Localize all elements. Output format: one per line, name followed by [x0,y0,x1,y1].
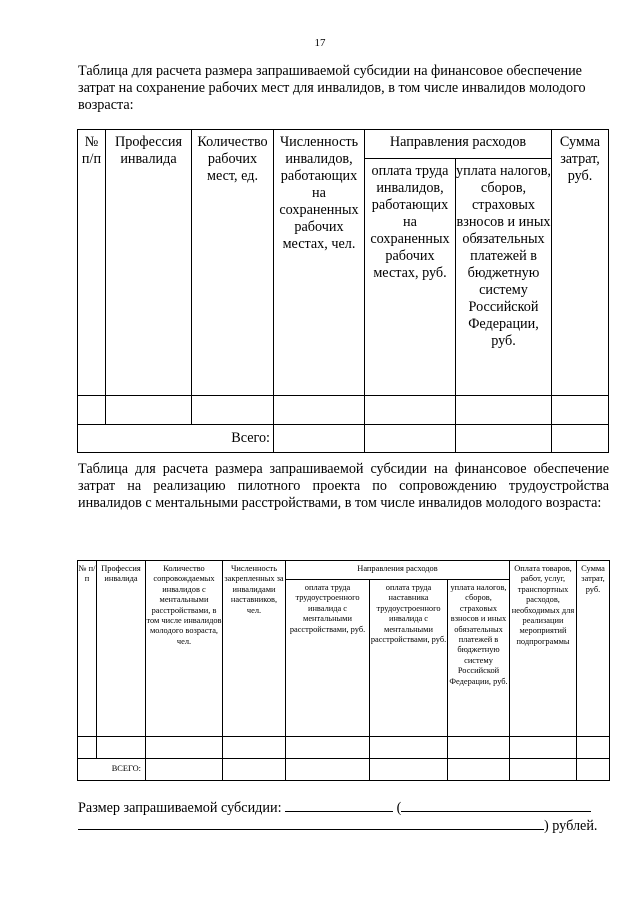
t2-total-row [78,759,610,781]
table1-caption: Таблица для расчета размера запрашиваемой субсидии на финансовое обеспечение затрат на сохранение рабочих мест для инвалидов, в том числе инвалидов молодого возраста: [78,63,586,113]
t2-header-taxes: уплата налогов, сборов, страховых взносов и иных обязательных платежей в бюджетную систему Российской Федерации, руб. [448,580,510,737]
t2-header-profession: Профессия инвалида [97,561,146,737]
t1-header-num: № п/п [78,130,106,396]
t1-header-workplaces: Количество рабочих мест, ед. [192,130,274,396]
open-paren: ( [396,800,402,816]
t2-header-accompanied: Количество сопровождаемых инвалидов с ментальными расстройствами, в том числе инвалидов молодого возраста, чел. [146,561,223,737]
t2-header-mentors: Численность закрепленных за инвалидами наставников, чел. [223,561,286,737]
t1-header-total-costs: Сумма затрат, руб. [552,130,609,396]
t2-header-directions: Направления расходов [286,561,510,580]
t1-header-employees: Численность инвалидов, работающих на сохраненных рабочих местах, чел. [274,130,365,396]
t1-data-row [78,396,609,425]
t2-header-services: Оплата товаров, работ, услуг, транспортных расходов, необходимых для реализации мероприятий подпрограммы [510,561,577,737]
t1-header-wages: оплата труда инвалидов, работающих на сохраненных рабочих местах, руб. [365,159,456,396]
subsidy-amount-line [78,798,608,818]
table2 [77,560,610,781]
t1-total-row [78,425,609,453]
t2-data-row [78,737,610,759]
subsidy-amount-label: Размер запрашиваемой субсидии: [78,800,282,816]
table1 [77,129,609,453]
subsidy-amount-field[interactable] [285,798,393,812]
subsidy-amount-words-field-2[interactable] [78,816,544,830]
subsidy-close-label: ) рублей. [544,818,598,834]
t2-header-wages-mentor: оплата труда наставника трудоустроенного инвалида с ментальными расстройствами, руб. [370,580,448,737]
page-number: 17 [314,37,326,49]
t2-header-wages-disabled: оплата труда трудоустроенного инвалида с ментальными расстройствами, руб. [286,580,370,737]
table2-caption: Таблица для расчета размера запрашиваемой субсидии на финансовое обеспечение затрат на реализацию пилотного проекта по сопровождению трудоустройства инвалидов с ментальными расстройствами, в том числе инвалидов молодого возраста: [78,461,609,511]
t2-header-num: № п/п [78,561,97,737]
t1-header-profession: Профессия инвалида [106,130,192,396]
subsidy-amount-words-line [78,816,608,836]
t1-header-taxes: уплата налогов, сборов, страховых взносов и иных обязательных платежей в бюджетную систему Российской Федерации, руб. [456,159,552,396]
subsidy-amount-words-field-1[interactable] [401,798,591,812]
t1-total-label: Всего: [78,425,274,453]
t1-header-directions: Направления расходов [365,130,552,159]
t2-header-total-costs: Сумма затрат, руб. [577,561,610,737]
t2-total-label: ВСЕГО: [78,759,146,781]
